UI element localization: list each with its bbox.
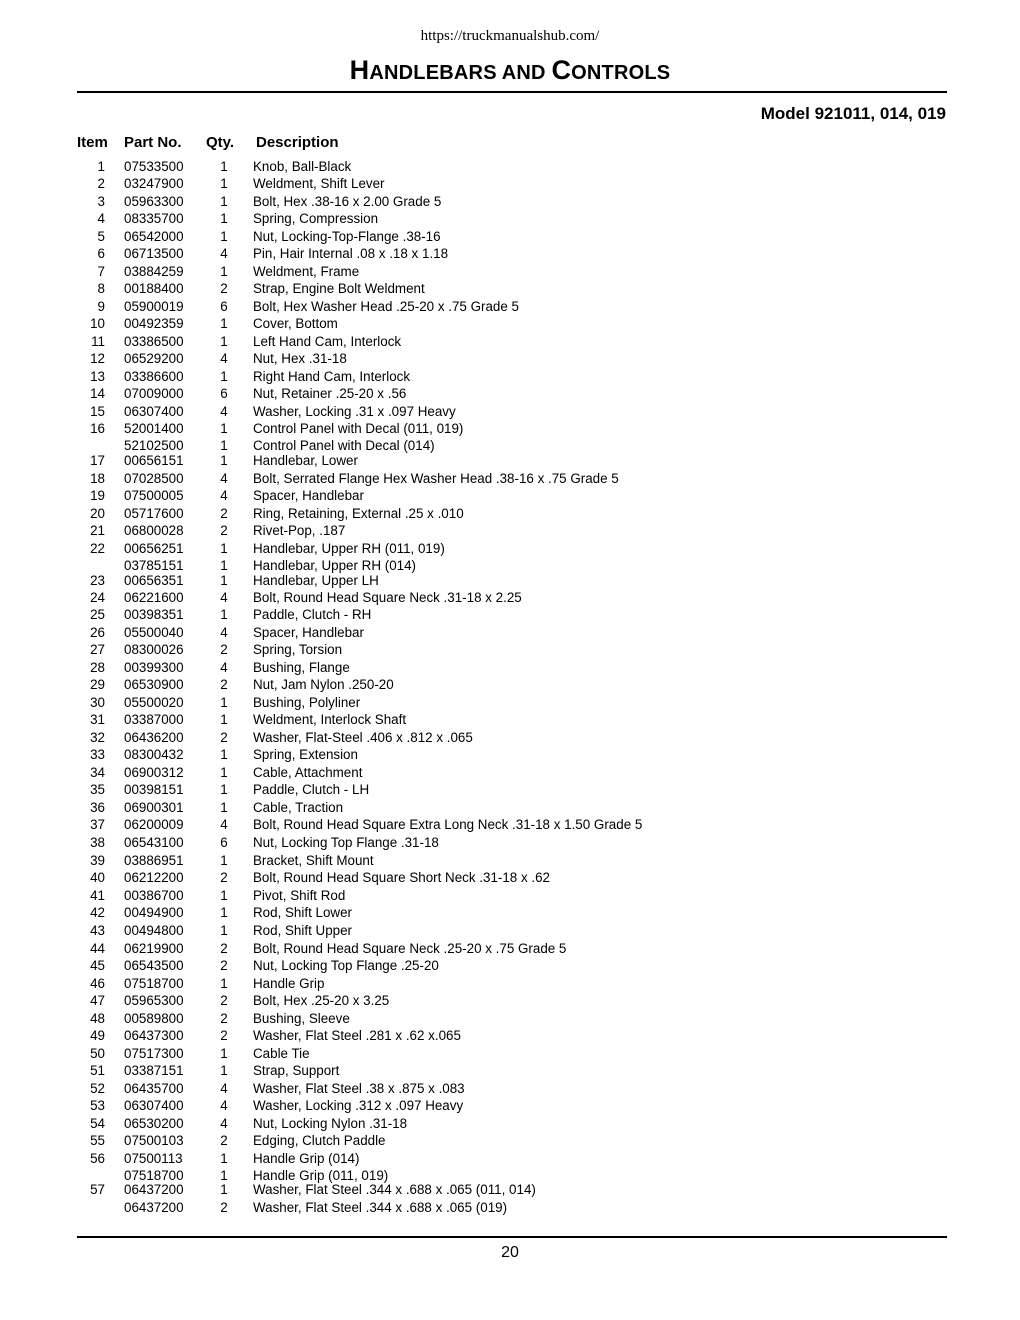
description: Bolt, Round Head Square Neck .25-20 x .75 Grade 5 bbox=[253, 941, 567, 956]
part-number: 07517300 bbox=[124, 1046, 184, 1061]
quantity: 1 bbox=[220, 695, 228, 710]
description: Spacer, Handlebar bbox=[253, 488, 364, 503]
header-item: Item bbox=[77, 134, 108, 151]
item-number: 6 bbox=[97, 246, 105, 261]
part-number: 06307400 bbox=[124, 1098, 184, 1113]
description: Nut, Locking Nylon .31-18 bbox=[253, 1116, 408, 1131]
part-number: 08335700 bbox=[124, 211, 184, 226]
part-number: 06437300 bbox=[124, 1028, 184, 1043]
quantity: 1 bbox=[220, 800, 228, 815]
description: Handlebar, Upper LH bbox=[253, 573, 379, 588]
quantity: 1 bbox=[220, 211, 228, 226]
description: Handlebar, Upper RH (011, 019) bbox=[253, 541, 445, 556]
item-number: 3 bbox=[97, 194, 105, 209]
item-number: 36 bbox=[90, 800, 105, 815]
item-number: 4 bbox=[97, 211, 105, 226]
quantity: 6 bbox=[220, 299, 228, 314]
item-number: 54 bbox=[90, 1116, 105, 1131]
item-number: 18 bbox=[90, 471, 105, 486]
item-number: 53 bbox=[90, 1098, 105, 1113]
quantity: 1 bbox=[220, 1046, 228, 1061]
item-number: 19 bbox=[90, 488, 105, 503]
item-number: 49 bbox=[90, 1028, 105, 1043]
description: Washer, Flat Steel .344 x .688 x .065 (019) bbox=[253, 1200, 508, 1215]
part-number: 03886951 bbox=[124, 853, 184, 868]
item-number: 30 bbox=[90, 695, 105, 710]
description: Nut, Jam Nylon .250-20 bbox=[253, 677, 394, 692]
description: Washer, Locking .31 x .097 Heavy bbox=[253, 404, 456, 419]
quantity: 4 bbox=[220, 246, 228, 261]
header-qty: Qty. bbox=[206, 134, 235, 151]
item-number: 5 bbox=[97, 229, 105, 244]
part-number: 52001400 bbox=[124, 421, 184, 436]
bottom-rule bbox=[77, 1236, 947, 1238]
description: Washer, Flat Steel .38 x .875 x .083 bbox=[253, 1081, 465, 1096]
item-number: 26 bbox=[90, 625, 105, 640]
part-number: 07518700 bbox=[124, 1168, 184, 1183]
item-number: 22 bbox=[90, 541, 105, 556]
part-number: 00386700 bbox=[124, 888, 184, 903]
part-number: 06436200 bbox=[124, 730, 184, 745]
title-sc-2: ONTROLS bbox=[571, 62, 671, 84]
quantity: 4 bbox=[220, 1098, 228, 1113]
part-number: 05900019 bbox=[124, 299, 184, 314]
item-number: 20 bbox=[90, 506, 105, 521]
description: Handlebar, Upper RH (014) bbox=[253, 558, 417, 573]
quantity: 2 bbox=[220, 1133, 228, 1148]
item-number: 15 bbox=[90, 404, 105, 419]
part-number: 06530200 bbox=[124, 1116, 184, 1131]
quantity: 6 bbox=[220, 835, 228, 850]
part-number: 00656251 bbox=[124, 541, 184, 556]
part-number: 06200009 bbox=[124, 817, 184, 832]
description: Bolt, Hex Washer Head .25-20 x .75 Grade 5 bbox=[253, 299, 519, 314]
item-number: 29 bbox=[90, 677, 105, 692]
part-number: 03386600 bbox=[124, 369, 184, 384]
quantity: 1 bbox=[220, 421, 228, 436]
quantity: 1 bbox=[220, 782, 228, 797]
quantity: 2 bbox=[220, 958, 228, 973]
description: Spacer, Handlebar bbox=[253, 625, 364, 640]
item-number: 35 bbox=[90, 782, 105, 797]
part-number: 06542000 bbox=[124, 229, 184, 244]
description: Handle Grip (014) bbox=[253, 1151, 360, 1166]
quantity: 1 bbox=[220, 176, 228, 191]
description: Cover, Bottom bbox=[253, 316, 338, 331]
item-number: 50 bbox=[90, 1046, 105, 1061]
part-number: 06219900 bbox=[124, 941, 184, 956]
quantity: 2 bbox=[220, 1011, 228, 1026]
description: Bushing, Sleeve bbox=[253, 1011, 350, 1026]
part-number: 52102500 bbox=[124, 438, 184, 453]
item-number: 57 bbox=[90, 1182, 105, 1197]
part-number: 05717600 bbox=[124, 506, 184, 521]
description: Knob, Ball-Black bbox=[253, 159, 352, 174]
quantity: 1 bbox=[220, 853, 228, 868]
quantity: 1 bbox=[220, 607, 228, 622]
item-number: 45 bbox=[90, 958, 105, 973]
part-number: 00656351 bbox=[124, 573, 184, 588]
item-number: 21 bbox=[90, 523, 105, 538]
quantity: 1 bbox=[220, 573, 228, 588]
part-number: 03884259 bbox=[124, 264, 184, 279]
description: Nut, Retainer .25-20 x .56 bbox=[253, 386, 407, 401]
quantity: 4 bbox=[220, 817, 228, 832]
item-number: 52 bbox=[90, 1081, 105, 1096]
quantity: 1 bbox=[220, 712, 228, 727]
part-number: 06529200 bbox=[124, 351, 184, 366]
quantity: 4 bbox=[220, 488, 228, 503]
description: Rod, Shift Upper bbox=[253, 923, 352, 938]
item-number: 25 bbox=[90, 607, 105, 622]
quantity: 2 bbox=[220, 642, 228, 657]
page-number: 20 bbox=[501, 1244, 519, 1261]
page-title bbox=[0, 55, 1020, 86]
item-number: 33 bbox=[90, 747, 105, 762]
description: Control Panel with Decal (014) bbox=[253, 438, 435, 453]
part-number: 03387151 bbox=[124, 1063, 184, 1078]
description: Rivet-Pop, .187 bbox=[253, 523, 346, 538]
quantity: 1 bbox=[220, 264, 228, 279]
description: Spring, Compression bbox=[253, 211, 379, 226]
quantity: 2 bbox=[220, 281, 228, 296]
quantity: 4 bbox=[220, 660, 228, 675]
quantity: 2 bbox=[220, 1200, 228, 1215]
quantity: 1 bbox=[220, 159, 228, 174]
part-number: 07500113 bbox=[124, 1151, 183, 1166]
part-number: 00398151 bbox=[124, 782, 184, 797]
part-number: 06800028 bbox=[124, 523, 184, 538]
part-number: 03387000 bbox=[124, 712, 184, 727]
quantity: 1 bbox=[220, 1182, 228, 1197]
description: Weldment, Interlock Shaft bbox=[253, 712, 407, 727]
item-number: 27 bbox=[90, 642, 105, 657]
description: Washer, Flat Steel .344 x .688 x .065 (011, 014) bbox=[253, 1182, 536, 1197]
quantity: 1 bbox=[220, 453, 228, 468]
description: Nut, Hex .31-18 bbox=[253, 351, 347, 366]
part-number: 05963300 bbox=[124, 194, 184, 209]
item-number: 13 bbox=[90, 369, 105, 384]
quantity: 2 bbox=[220, 677, 228, 692]
item-number: 44 bbox=[90, 941, 105, 956]
item-number: 39 bbox=[90, 853, 105, 868]
description: Cable, Attachment bbox=[253, 765, 363, 780]
model-number: Model 921011, 014, 019 bbox=[760, 104, 946, 123]
part-number: 05965300 bbox=[124, 993, 184, 1008]
description: Bolt, Hex .38-16 x 2.00 Grade 5 bbox=[253, 194, 442, 209]
quantity: 4 bbox=[220, 351, 228, 366]
description: Ring, Retaining, External .25 x .010 bbox=[253, 506, 464, 521]
part-number: 06437200 bbox=[124, 1200, 184, 1215]
description: Pin, Hair Internal .08 x .18 x 1.18 bbox=[253, 246, 449, 261]
part-number: 06307400 bbox=[124, 404, 184, 419]
item-number: 37 bbox=[90, 817, 105, 832]
quantity: 2 bbox=[220, 506, 228, 521]
description: Cable Tie bbox=[253, 1046, 310, 1061]
item-number: 14 bbox=[90, 386, 105, 401]
part-number: 00399300 bbox=[124, 660, 184, 675]
item-number: 7 bbox=[97, 264, 105, 279]
quantity: 4 bbox=[220, 1081, 228, 1096]
item-number: 47 bbox=[90, 993, 105, 1008]
description: Washer, Flat Steel .281 x .62 x.065 bbox=[253, 1028, 461, 1043]
description: Spring, Extension bbox=[253, 747, 358, 762]
part-number: 07028500 bbox=[124, 471, 184, 486]
quantity: 2 bbox=[220, 1028, 228, 1043]
quantity: 1 bbox=[220, 369, 228, 384]
part-number: 06437200 bbox=[124, 1182, 184, 1197]
source-url: https://truckmanualshub.com/ bbox=[420, 28, 600, 44]
item-number: 40 bbox=[90, 870, 105, 885]
quantity: 1 bbox=[220, 334, 228, 349]
item-number: 1 bbox=[97, 159, 105, 174]
quantity: 1 bbox=[220, 541, 228, 556]
description: Nut, Locking Top Flange .25-20 bbox=[253, 958, 439, 973]
description: Weldment, Frame bbox=[253, 264, 360, 279]
quantity: 1 bbox=[220, 1063, 228, 1078]
part-number: 00589800 bbox=[124, 1011, 184, 1026]
quantity: 1 bbox=[220, 765, 228, 780]
part-number: 06435700 bbox=[124, 1081, 184, 1096]
item-number: 17 bbox=[90, 453, 105, 468]
item-number: 31 bbox=[90, 712, 105, 727]
quantity: 4 bbox=[220, 1116, 228, 1131]
title-cap-c: C bbox=[551, 55, 572, 85]
item-number: 34 bbox=[90, 765, 105, 780]
part-number: 03386500 bbox=[124, 334, 184, 349]
quantity: 1 bbox=[220, 888, 228, 903]
part-number: 07009000 bbox=[124, 386, 184, 401]
part-number: 06212200 bbox=[124, 870, 184, 885]
quantity: 4 bbox=[220, 471, 228, 486]
quantity: 1 bbox=[220, 923, 228, 938]
quantity: 2 bbox=[220, 870, 228, 885]
item-number: 11 bbox=[91, 334, 105, 349]
item-number: 8 bbox=[97, 281, 105, 296]
description: Nut, Locking Top Flange .31-18 bbox=[253, 835, 439, 850]
part-number: 06543100 bbox=[124, 835, 184, 850]
item-number: 24 bbox=[90, 590, 105, 605]
item-number: 46 bbox=[90, 976, 105, 991]
description: Left Hand Cam, Interlock bbox=[253, 334, 402, 349]
title-sc-1: ANDLEBARS AND bbox=[369, 62, 552, 84]
quantity: 1 bbox=[220, 747, 228, 762]
description: Handle Grip bbox=[253, 976, 325, 991]
quantity: 4 bbox=[220, 625, 228, 640]
part-number: 06221600 bbox=[124, 590, 184, 605]
item-number: 32 bbox=[90, 730, 105, 745]
part-number: 00398351 bbox=[124, 607, 184, 622]
item-number: 28 bbox=[90, 660, 105, 675]
part-number: 00656151 bbox=[124, 453, 184, 468]
description: Handle Grip (011, 019) bbox=[253, 1168, 389, 1183]
part-number: 00494900 bbox=[124, 905, 184, 920]
quantity: 1 bbox=[220, 1168, 228, 1183]
description: Pivot, Shift Rod bbox=[253, 888, 346, 903]
part-number: 06713500 bbox=[124, 246, 184, 261]
part-number: 07533500 bbox=[124, 159, 184, 174]
quantity: 1 bbox=[220, 976, 228, 991]
quantity: 6 bbox=[220, 386, 228, 401]
description: Control Panel with Decal (011, 019) bbox=[253, 421, 464, 436]
part-number: 06900301 bbox=[124, 800, 184, 815]
description: Washer, Locking .312 x .097 Heavy bbox=[253, 1098, 464, 1113]
description: Bolt, Round Head Square Extra Long Neck .31-18 x 1.50 Grade 5 bbox=[253, 817, 643, 832]
part-number: 03785151 bbox=[124, 558, 184, 573]
item-number: 16 bbox=[90, 421, 105, 436]
quantity: 4 bbox=[220, 404, 228, 419]
quantity: 2 bbox=[220, 993, 228, 1008]
description: Bolt, Hex .25-20 x 3.25 bbox=[253, 993, 390, 1008]
description: Bolt, Round Head Square Short Neck .31-18 x .62 bbox=[253, 870, 551, 885]
quantity: 2 bbox=[220, 941, 228, 956]
description: Cable, Traction bbox=[253, 800, 344, 815]
item-number: 23 bbox=[90, 573, 105, 588]
description: Bolt, Round Head Square Neck .31-18 x 2.25 bbox=[253, 590, 522, 605]
quantity: 1 bbox=[220, 438, 228, 453]
top-rule bbox=[77, 91, 947, 93]
quantity: 2 bbox=[220, 730, 228, 745]
part-number: 06530900 bbox=[124, 677, 184, 692]
part-number: 05500020 bbox=[124, 695, 184, 710]
description: Edging, Clutch Paddle bbox=[253, 1133, 386, 1148]
quantity: 1 bbox=[220, 316, 228, 331]
item-number: 56 bbox=[90, 1151, 105, 1166]
item-number: 12 bbox=[90, 351, 105, 366]
part-number: 08300026 bbox=[124, 642, 184, 657]
item-number: 41 bbox=[90, 888, 105, 903]
item-number: 9 bbox=[97, 299, 105, 314]
description: Handlebar, Lower bbox=[253, 453, 358, 468]
title-cap-h: H bbox=[349, 55, 370, 85]
description: Paddle, Clutch - LH bbox=[253, 782, 370, 797]
quantity: 1 bbox=[220, 558, 228, 573]
part-number: 07500103 bbox=[124, 1133, 184, 1148]
part-number: 05500040 bbox=[124, 625, 184, 640]
description: Paddle, Clutch - RH bbox=[253, 607, 372, 622]
description: Bushing, Flange bbox=[253, 660, 350, 675]
quantity: 1 bbox=[220, 905, 228, 920]
part-number: 00492359 bbox=[124, 316, 184, 331]
item-number: 51 bbox=[90, 1063, 105, 1078]
quantity: 1 bbox=[220, 229, 228, 244]
item-number: 10 bbox=[90, 316, 105, 331]
description: Spring, Torsion bbox=[253, 642, 343, 657]
description: Weldment, Shift Lever bbox=[253, 176, 385, 191]
header-part-no: Part No. bbox=[124, 134, 182, 151]
description: Nut, Locking-Top-Flange .38-16 bbox=[253, 229, 441, 244]
part-number: 07518700 bbox=[124, 976, 184, 991]
description: Bracket, Shift Mount bbox=[253, 853, 374, 868]
description: Bolt, Serrated Flange Hex Washer Head .38-16 x .75 Grade 5 bbox=[253, 471, 619, 486]
item-number: 43 bbox=[90, 923, 105, 938]
quantity: 1 bbox=[220, 194, 228, 209]
description: Right Hand Cam, Interlock bbox=[253, 369, 411, 384]
description: Strap, Support bbox=[253, 1063, 340, 1078]
description: Rod, Shift Lower bbox=[253, 905, 352, 920]
header-description: Description bbox=[256, 134, 339, 151]
item-number: 2 bbox=[97, 176, 105, 191]
item-number: 42 bbox=[90, 905, 105, 920]
quantity: 2 bbox=[220, 523, 228, 538]
item-number: 48 bbox=[90, 1011, 105, 1026]
item-number: 38 bbox=[90, 835, 105, 850]
part-number: 03247900 bbox=[124, 176, 184, 191]
part-number: 06543500 bbox=[124, 958, 184, 973]
part-number: 06900312 bbox=[124, 765, 184, 780]
description: Bushing, Polyliner bbox=[253, 695, 361, 710]
part-number: 00494800 bbox=[124, 923, 184, 938]
quantity: 4 bbox=[220, 590, 228, 605]
description: Washer, Flat-Steel .406 x .812 x .065 bbox=[253, 730, 473, 745]
part-number: 07500005 bbox=[124, 488, 184, 503]
description: Strap, Engine Bolt Weldment bbox=[253, 281, 425, 296]
quantity: 1 bbox=[220, 1151, 228, 1166]
part-number: 08300432 bbox=[124, 747, 184, 762]
part-number: 00188400 bbox=[124, 281, 184, 296]
item-number: 55 bbox=[90, 1133, 105, 1148]
